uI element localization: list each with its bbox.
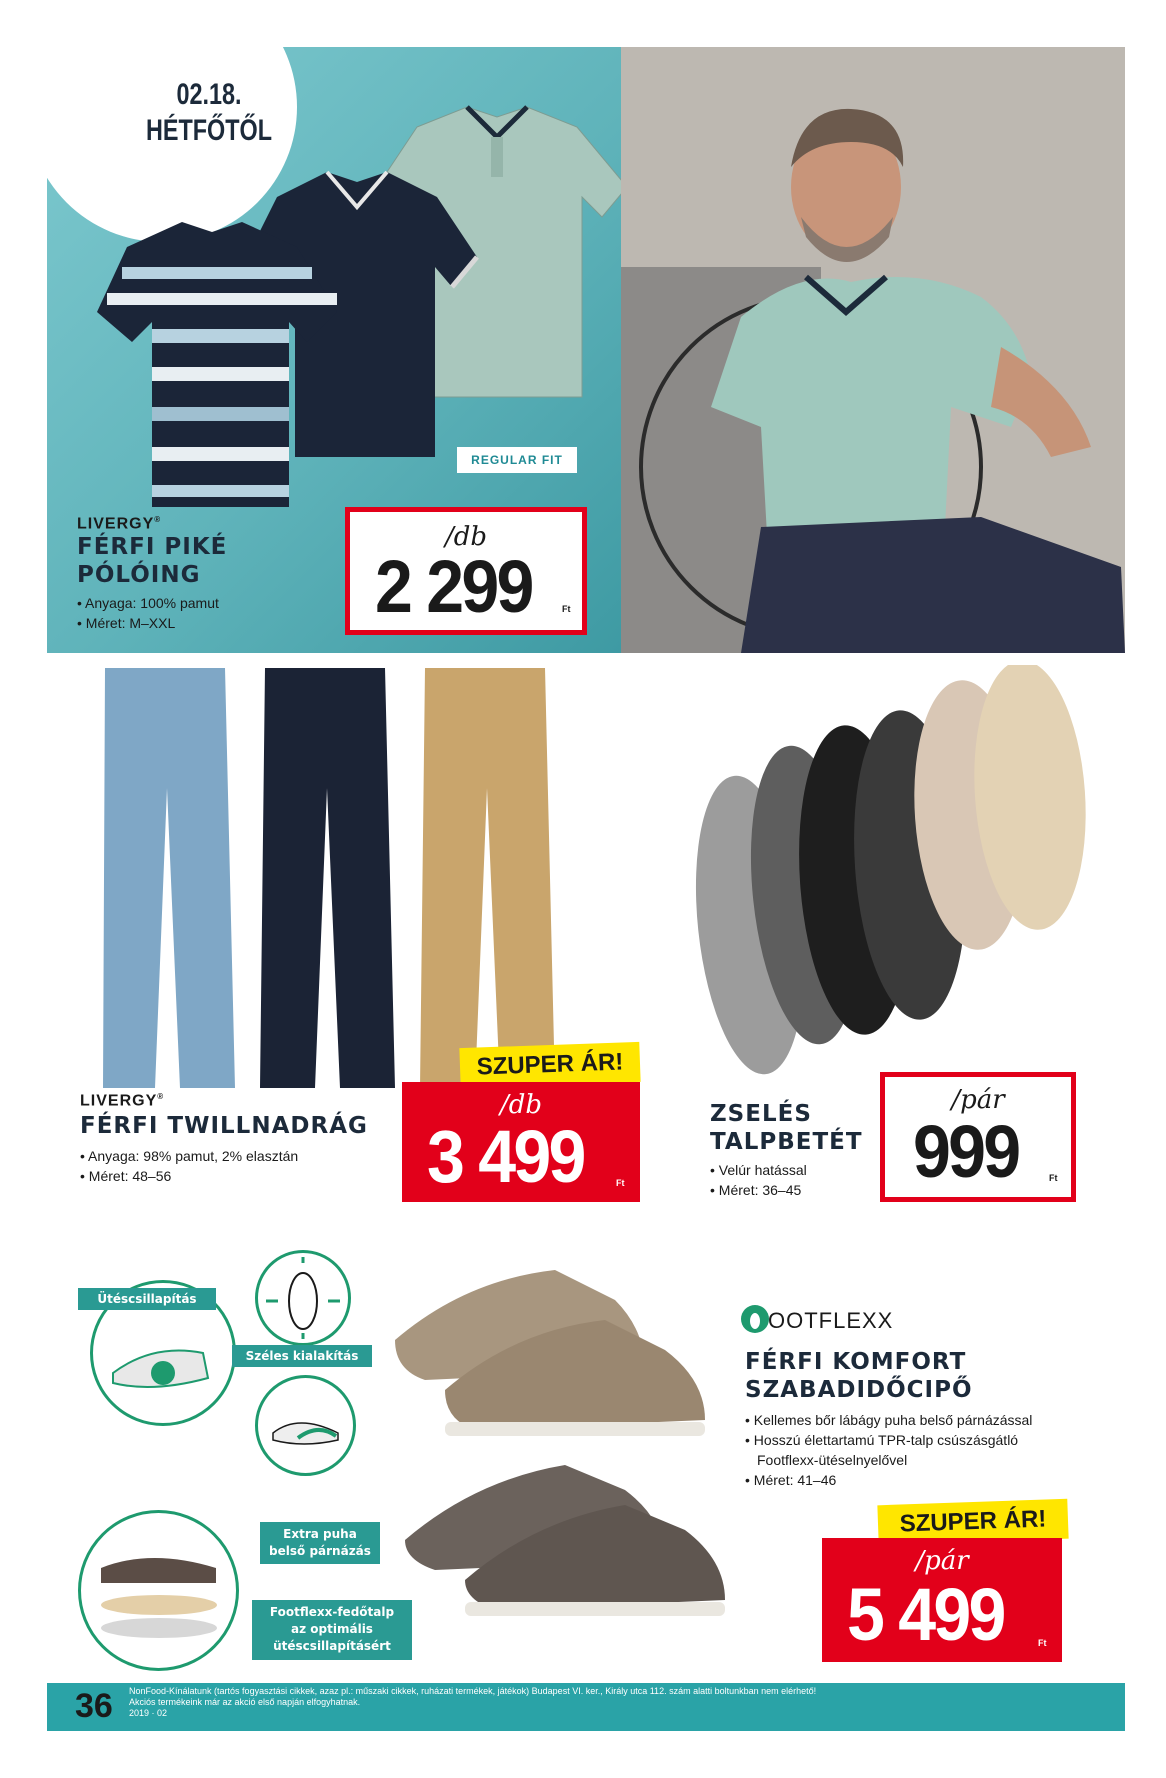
lace-up-sneakers [395, 1270, 705, 1436]
pants-brand: LIVERGY® [80, 1092, 165, 1110]
footflexx-brand-text: OOTFLEXX [768, 1308, 894, 1333]
shoes-info [745, 1348, 1095, 1490]
shock-absorption-label: Ütéscsillapítás [78, 1288, 216, 1310]
model-photo [621, 47, 1125, 653]
shoes-image [385, 1240, 755, 1640]
insoles-image [685, 665, 1105, 1085]
pants-title: FÉRFI TWILLNADRÁG [80, 1113, 368, 1140]
wide-design-label: Széles kialakítás [232, 1345, 372, 1367]
foot-width-diagram [255, 1250, 351, 1346]
polo-price: 2 299 [375, 545, 532, 628]
insoles-info [710, 1100, 880, 1200]
legal-notice: NonFood-Kínálatunk (tartós fogyasztási cikkek, azaz pl.: műszaki cikkek, ruházati termékek, játékok) Budapest VI. ker., Király utca 112. szám alatti boltunkban nem elérhető! Akciós termékeink már az akció első napján elfogyhatnak. 2019 · 02 [129, 1686, 817, 1718]
pants-info [80, 1092, 420, 1186]
pants-super-price-badge: SZUPER ÁR! [459, 1042, 640, 1088]
polo-info [77, 515, 377, 633]
shoe-layers-icon [81, 1513, 236, 1668]
shoes-price-currency: Ft [1038, 1638, 1047, 1648]
insoles-title: ZSELÉS TALPBETÉT [710, 1101, 863, 1155]
sole-layers-diagram [78, 1510, 239, 1671]
foot-side-diagram [255, 1375, 356, 1476]
insoles-price: 999 [913, 1110, 1019, 1193]
shoes-title: FÉRFI KOMFORT SZABADIDŐCIPŐ [745, 1349, 973, 1403]
polo-brand: LIVERGY® [77, 515, 162, 533]
footprint-icon [740, 1304, 770, 1334]
extra-padding-label: Extra puha belső párnázás [260, 1522, 380, 1564]
polo-product-panel [47, 47, 621, 653]
page-footer [47, 1683, 1125, 1731]
foot-outline-icon [258, 1253, 348, 1343]
shoes-super-price-badge: SZUPER ÁR! [877, 1499, 1068, 1546]
man-in-polo-photo [621, 47, 1125, 653]
pants-price-unit: /db [499, 1090, 543, 1120]
navy-pants [260, 668, 395, 1088]
shoes-price-box [822, 1538, 1062, 1662]
insoles-details: • Velúr hatással • Méret: 36–45 [710, 1160, 880, 1200]
pants-price: 3 499 [427, 1115, 584, 1198]
insoles-price-box [880, 1072, 1076, 1202]
insoles-price-unit: /pár [951, 1085, 1005, 1115]
light-blue-pants [103, 668, 235, 1088]
polo-shirts-image [67, 67, 621, 507]
polo-price-unit: /db [444, 522, 488, 552]
foot-side-icon [258, 1378, 353, 1473]
regular-fit-badge: REGULAR FIT [457, 447, 577, 473]
polo-details: • Anyaga: 100% pamut • Méret: M–XXL [77, 593, 377, 633]
shoes-details: • Kellemes bőr lábágy puha belső párnázással • Hosszú élettartamú TPR-talp csúszásgátló Footflexx-ütéselnyelővel • Méret: 41–46 [745, 1410, 1095, 1490]
page-number: 36 [75, 1687, 113, 1725]
slip-on-shoes [405, 1465, 725, 1616]
polo-title: FÉRFI PIKÉ PÓLÓING [77, 534, 228, 589]
pants-details: • Anyaga: 98% pamut, 2% elasztán • Méret: 48–56 [80, 1146, 420, 1186]
insoles-price-currency: Ft [1049, 1173, 1058, 1183]
offer-start-date: 02.18. HÉTFŐTŐL [145, 78, 273, 147]
polo-price-currency: Ft [562, 604, 571, 614]
pants-image [85, 668, 585, 1098]
pants-price-box [402, 1082, 640, 1202]
khaki-pants [420, 668, 555, 1088]
polo-price-box [345, 507, 587, 635]
shoes-price-unit: /pár [915, 1546, 969, 1576]
pants-price-currency: Ft [616, 1178, 625, 1188]
shoes-price: 5 499 [847, 1573, 1004, 1656]
footflexx-sole-label: Footflexx-fedőtalp az optimális ütéscsillapításért [252, 1600, 412, 1660]
